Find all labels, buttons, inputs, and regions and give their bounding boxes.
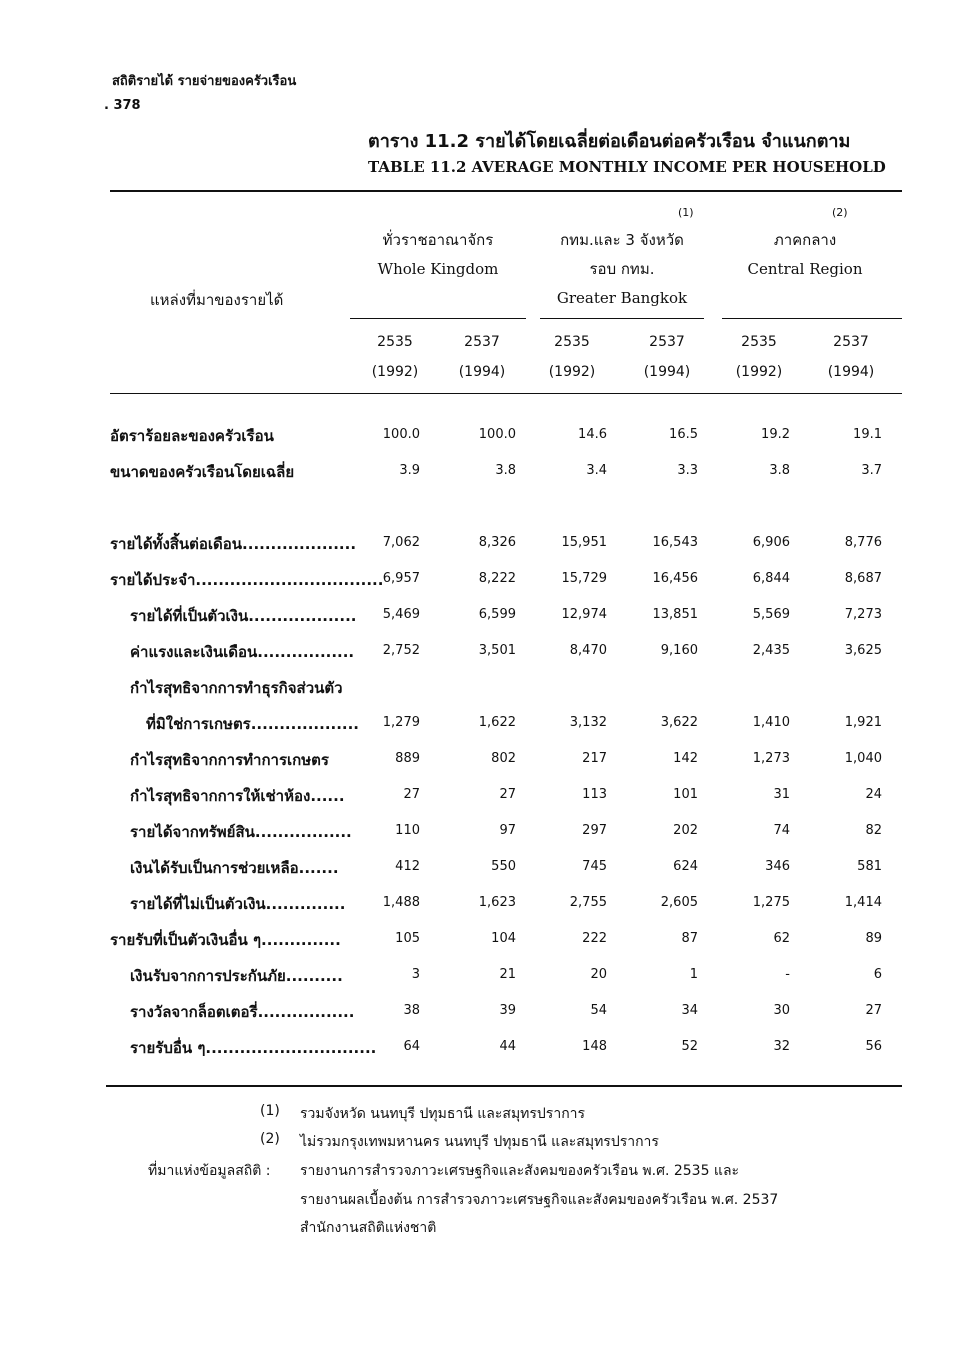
table-row [0, 856, 966, 892]
cell-value: 217 [582, 751, 607, 766]
cell-value: 148 [582, 1039, 607, 1054]
cell-value: 105 [395, 931, 420, 946]
cell-value: 6,599 [478, 607, 516, 622]
cell-value: 3.8 [495, 463, 516, 478]
cell-value: 6,957 [382, 571, 420, 586]
cell-value: 222 [582, 931, 607, 946]
row-label: กำไรสุทธิจากการทำธุรกิจส่วนตัว [130, 679, 343, 697]
cell-value: 56 [865, 1039, 882, 1054]
group-rule-2 [540, 318, 704, 319]
cell-value: 8,776 [844, 535, 882, 550]
cell-value: 202 [673, 823, 698, 838]
year-header-6 [811, 327, 891, 387]
table-row [0, 1036, 966, 1072]
column-group-central-region [722, 226, 888, 284]
cell-value: 64 [403, 1039, 420, 1054]
row-label: กำไรสุทธิจากการให้เช่าห้อง...... [130, 787, 345, 805]
footnote-2-mark: (2) [260, 1131, 280, 1147]
cell-value: 30 [773, 1003, 790, 1018]
cell-value: 2,755 [569, 895, 607, 910]
cell-value: 74 [773, 823, 790, 838]
source-line-2: รายงานผลเบื้องต้น การสำรวจภาวะเศรษฐกิจและสังคมของครัวเรือน พ.ศ. 2537 [300, 1192, 779, 1208]
note-mark-1: (1) [678, 206, 694, 219]
cell-value: 27 [403, 787, 420, 802]
cell-value: 297 [582, 823, 607, 838]
cell-value: 2,752 [382, 643, 420, 658]
cell-value: 19.2 [761, 427, 790, 442]
cell-value: 9,160 [660, 643, 698, 658]
table-row [0, 532, 966, 568]
cell-value: 32 [773, 1039, 790, 1054]
year-ce: (1992) [371, 364, 419, 380]
year-be: 2537 [649, 334, 685, 350]
cell-value: 16.5 [669, 427, 698, 442]
cell-value: 19.1 [853, 427, 882, 442]
row-label: รายรับที่เป็นตัวเงินอื่น ๆ.............. [110, 931, 341, 949]
year-ce: (1994) [827, 364, 875, 380]
footnote-1-text: รวมจังหวัด นนทบุรี ปทุมธานี และสมุทรปราการ [300, 1106, 586, 1122]
row-label: ค่าแรงและเงินเดือน................. [130, 643, 355, 661]
year-header-3 [532, 327, 612, 387]
cell-value: 1,414 [844, 895, 882, 910]
row-label: รายได้ประจำ................................. [110, 571, 384, 589]
table-row [0, 820, 966, 856]
cell-value: 889 [395, 751, 420, 766]
note-mark-2: (2) [832, 206, 848, 219]
table-row [0, 964, 966, 1000]
cell-value: 3.4 [586, 463, 607, 478]
cell-value: 34 [681, 1003, 698, 1018]
cell-value: - [785, 967, 790, 982]
cell-value: 6 [873, 967, 882, 982]
cell-value: 550 [491, 859, 516, 874]
cell-value: 1,921 [844, 715, 882, 730]
cell-value: 16,456 [652, 571, 698, 586]
cell-value: 27 [865, 1003, 882, 1018]
row-label: ขนาดของครัวเรือนโดยเฉลี่ย [110, 463, 295, 481]
row-label: รายได้ทั้งสิ้นต่อเดือน.................... [110, 535, 357, 553]
cell-value: 12,974 [561, 607, 607, 622]
cell-value: 2,435 [752, 643, 790, 658]
cell-value: 38 [403, 1003, 420, 1018]
stub-header: แหล่งที่มาของรายได้ [150, 291, 284, 309]
source-line-3: สำนักงานสถิติแห่งชาติ [300, 1220, 437, 1236]
table-title-english: TABLE 11.2 AVERAGE MONTHLY INCOME PER HOUSEHOLD [368, 158, 886, 176]
cell-value: 1,622 [478, 715, 516, 730]
cell-value: 3,132 [569, 715, 607, 730]
cell-value: 3,501 [478, 643, 516, 658]
row-label: อัตราร้อยละของครัวเรือน [110, 427, 274, 445]
cell-value: 20 [590, 967, 607, 982]
cell-value: 346 [765, 859, 790, 874]
cell-value: 16,543 [652, 535, 698, 550]
row-label: รายได้จากทรัพย์สิน................. [130, 823, 352, 841]
table-row [0, 712, 966, 748]
year-ce: (1992) [735, 364, 783, 380]
year-be: 2535 [377, 334, 413, 350]
cell-value: 6,906 [752, 535, 790, 550]
source-label: ที่มาแห่งข้อมูลสถิติ : [148, 1163, 271, 1179]
group-thai-label: กทม.และ 3 จังหวัด [560, 231, 684, 249]
cell-value: 104 [491, 931, 516, 946]
group-thai-label-2: รอบ กทม. [589, 260, 655, 278]
cell-value: 15,951 [561, 535, 607, 550]
cell-value: 52 [681, 1039, 698, 1054]
table-row [0, 460, 966, 496]
cell-value: 24 [865, 787, 882, 802]
cell-value: 581 [857, 859, 882, 874]
source-line-1: รายงานการสำรวจภาวะเศรษฐกิจและสังคมของครัวเรือน พ.ศ. 2535 และ [300, 1163, 740, 1179]
cell-value: 97 [499, 823, 516, 838]
year-header-2 [442, 327, 522, 387]
cell-value: 3 [411, 967, 420, 982]
cell-value: 1,275 [752, 895, 790, 910]
header-bottom-rule [110, 393, 902, 394]
cell-value: 100.0 [478, 427, 516, 442]
top-rule [110, 190, 902, 192]
row-label: รายได้ที่เป็นตัวเงิน................... [130, 607, 357, 625]
cell-value: 412 [395, 859, 420, 874]
cell-value: 8,470 [569, 643, 607, 658]
cell-value: 31 [773, 787, 790, 802]
cell-value: 802 [491, 751, 516, 766]
table-row [0, 640, 966, 676]
year-be: 2535 [554, 334, 590, 350]
table-row [0, 748, 966, 784]
year-be: 2535 [741, 334, 777, 350]
cell-value: 1,410 [752, 715, 790, 730]
cell-value: 110 [395, 823, 420, 838]
cell-value: 8,326 [478, 535, 516, 550]
year-header-1 [355, 327, 435, 387]
cell-value: 1 [689, 967, 698, 982]
row-label: รางวัลจากล็อตเตอรี่................. [130, 1003, 355, 1021]
group-thai-label: ทั่วราชอาณาจักร [382, 231, 494, 249]
row-label: เงินรับจากการประกันภัย.......... [130, 967, 343, 985]
cell-value: 8,222 [478, 571, 516, 586]
table-row [0, 568, 966, 604]
table-row [0, 676, 966, 712]
row-label: ที่มิใช่การเกษตร................... [146, 715, 360, 733]
row-label: เงินได้รับเป็นการช่วยเหลือ....... [130, 859, 339, 877]
cell-value: 15,729 [561, 571, 607, 586]
group-english-label: Greater Bangkok [556, 289, 688, 307]
cell-value: 54 [590, 1003, 607, 1018]
cell-value: 3.9 [399, 463, 420, 478]
cell-value: 8,687 [844, 571, 882, 586]
running-title: สถิติรายได้ รายจ่ายของครัวเรือน [112, 74, 297, 89]
year-be: 2537 [833, 334, 869, 350]
year-header-5 [719, 327, 799, 387]
cell-value: 1,273 [752, 751, 790, 766]
year-ce: (1994) [458, 364, 506, 380]
table-row [0, 928, 966, 964]
year-ce: (1994) [643, 364, 691, 380]
year-be: 2537 [464, 334, 500, 350]
group-english-label: Whole Kingdom [377, 260, 499, 278]
cell-value: 89 [865, 931, 882, 946]
group-english-label: Central Region [747, 260, 863, 278]
row-label: รายได้ที่ไม่เป็นตัวเงิน.............. [130, 895, 346, 913]
year-header-4 [627, 327, 707, 387]
table-row [0, 424, 966, 460]
group-rule-3 [722, 318, 902, 319]
cell-value: 87 [681, 931, 698, 946]
cell-value: 7,062 [382, 535, 420, 550]
cell-value: 14.6 [578, 427, 607, 442]
cell-value: 101 [673, 787, 698, 802]
cell-value: 1,279 [382, 715, 420, 730]
year-ce: (1992) [548, 364, 596, 380]
cell-value: 5,569 [752, 607, 790, 622]
cell-value: 1,040 [844, 751, 882, 766]
column-group-greater-bangkok [530, 226, 714, 313]
footnote-1-mark: (1) [260, 1103, 280, 1119]
cell-value: 2,605 [660, 895, 698, 910]
cell-value: 7,273 [844, 607, 882, 622]
table-row [0, 1000, 966, 1036]
table-row [0, 604, 966, 640]
cell-value: 13,851 [652, 607, 698, 622]
cell-value: 39 [499, 1003, 516, 1018]
cell-value: 6,844 [752, 571, 790, 586]
page-number: . 378 [104, 98, 141, 113]
footnote-2-text: ไม่รวมกรุงเทพมหานคร นนทบุรี ปทุมธานี และสมุทรปราการ [300, 1134, 659, 1150]
cell-value: 142 [673, 751, 698, 766]
cell-value: 3.3 [677, 463, 698, 478]
cell-value: 745 [582, 859, 607, 874]
cell-value: 62 [773, 931, 790, 946]
table-title-thai: ตาราง 11.2 รายได้โดยเฉลี่ยต่อเดือนต่อครัวเรือน จำแนกตาม [368, 131, 851, 152]
bottom-rule [106, 1085, 902, 1087]
cell-value: 3,625 [844, 643, 882, 658]
cell-value: 624 [673, 859, 698, 874]
row-label: รายรับอื่น ๆ.............................. [130, 1039, 377, 1057]
cell-value: 113 [582, 787, 607, 802]
row-label: กำไรสุทธิจากการทำการเกษตร [130, 751, 329, 769]
cell-value: 3,622 [660, 715, 698, 730]
cell-value: 5,469 [382, 607, 420, 622]
group-thai-label: ภาคกลาง [773, 231, 837, 249]
cell-value: 100.0 [382, 427, 420, 442]
cell-value: 82 [865, 823, 882, 838]
cell-value: 44 [499, 1039, 516, 1054]
group-rule-1 [350, 318, 526, 319]
column-group-whole-kingdom [350, 226, 526, 284]
cell-value: 27 [499, 787, 516, 802]
table-row [0, 892, 966, 928]
cell-value: 1,488 [382, 895, 420, 910]
cell-value: 1,623 [478, 895, 516, 910]
cell-value: 3.8 [769, 463, 790, 478]
table-row [0, 784, 966, 820]
cell-value: 3.7 [861, 463, 882, 478]
cell-value: 21 [499, 967, 516, 982]
